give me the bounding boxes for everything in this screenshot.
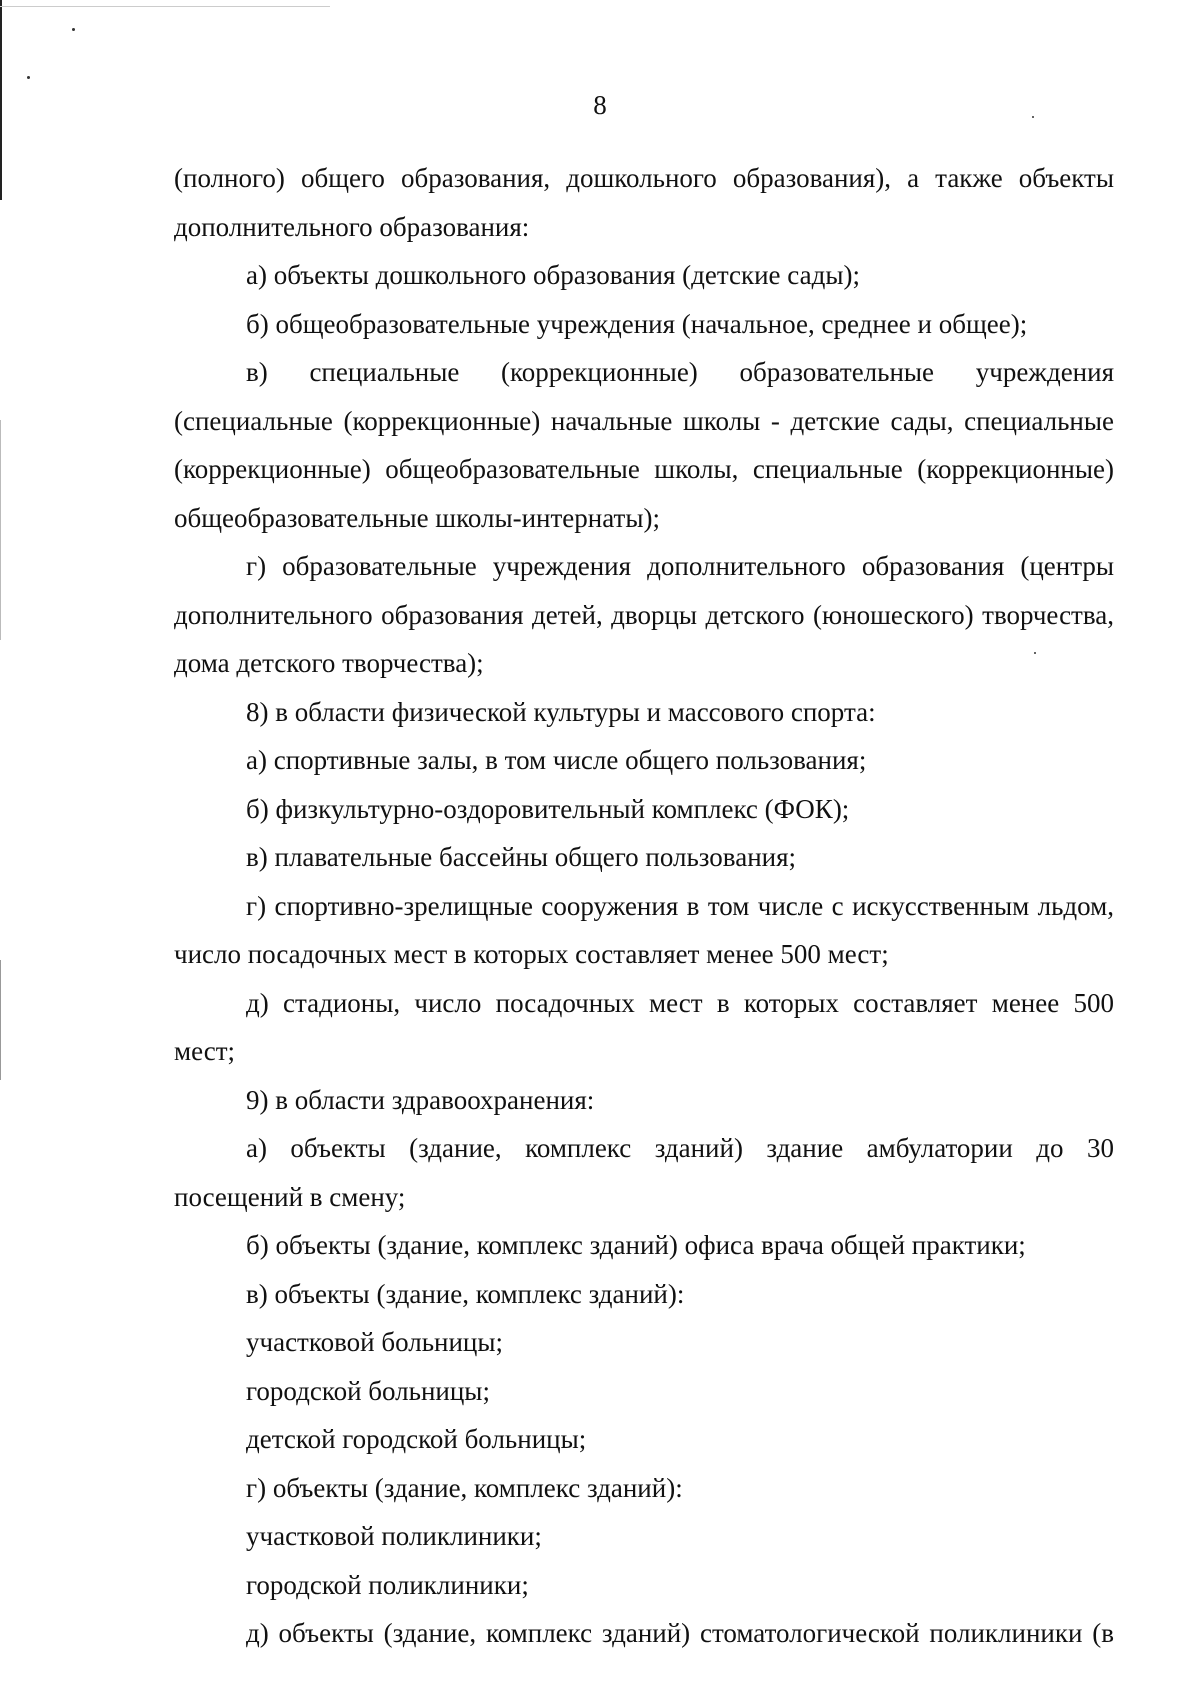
scan-speck <box>72 28 75 31</box>
paragraph: б) физкультурно-оздоровительный комплекс (ФОК); <box>246 793 850 824</box>
paragraph: городской поликлиники; <box>246 1569 529 1600</box>
paragraph: 9) в области здравоохранения: <box>246 1084 595 1115</box>
paragraph: а) объекты (здание, комплекс зданий) здание амбулатории до 30 посещений в смену; <box>174 1133 1114 1212</box>
scan-edge-mark <box>0 420 1 640</box>
paragraph: 8) в области физической культуры и массового спорта: <box>246 696 876 727</box>
paragraph: в) плавательные бассейны общего пользования; <box>246 842 797 872</box>
paragraph: б) объекты (здание, комплекс зданий) офиса врача общей практики; <box>246 1230 1026 1260</box>
paragraph: б) общеобразовательные учреждения (начальное, среднее и общее); <box>246 308 1028 339</box>
paragraph: участковой больницы; <box>246 1327 504 1357</box>
scan-speck <box>27 76 30 79</box>
paragraph: (полного) общего образования, дошкольного образования), а также объекты дополнительного образования: <box>174 163 1114 242</box>
paragraph: г) спортивно-зрелищные сооружения в том числе с искусственным льдом, число посадочных мест в которых составляет менее 500 мест; <box>174 890 1114 969</box>
paragraph: участковой поликлиники; <box>246 1521 542 1551</box>
scan-edge-mark <box>0 960 1 1080</box>
document-body <box>174 154 1114 1658</box>
paragraph: городской больницы; <box>246 1375 490 1406</box>
paragraph: а) спортивные залы, в том числе общего пользования; <box>246 745 867 775</box>
paragraph: а) объекты дошкольного образования (детские сады); <box>246 260 860 290</box>
paragraph: г) образовательные учреждения дополнительного образования (центры дополнительного образования детей, дворцы детского (юношеского) творчества, дома детского творчества); <box>174 551 1114 678</box>
scan-top-line <box>0 6 330 7</box>
paragraph: г) объекты (здание, комплекс зданий): <box>246 1472 683 1503</box>
page-number: 8 <box>593 90 607 120</box>
paragraph: д) объекты (здание, комплекс зданий) стоматологической поликлиники (в <box>246 1618 1114 1648</box>
paragraph: детской городской больницы; <box>246 1424 587 1454</box>
paragraph: д) стадионы, число посадочных мест в которых составляет менее 500 мест; <box>174 987 1114 1066</box>
paragraph: в) специальные (коррекционные) образовательные учреждения (специальные (коррекционные) начальные школы - детские сады, специальные (коррекционные) общеобразовательные школы, специальные (коррекционные) общеобразовательные школы-интернаты); <box>174 357 1114 533</box>
paragraph: в) объекты (здание, комплекс зданий): <box>246 1278 685 1309</box>
